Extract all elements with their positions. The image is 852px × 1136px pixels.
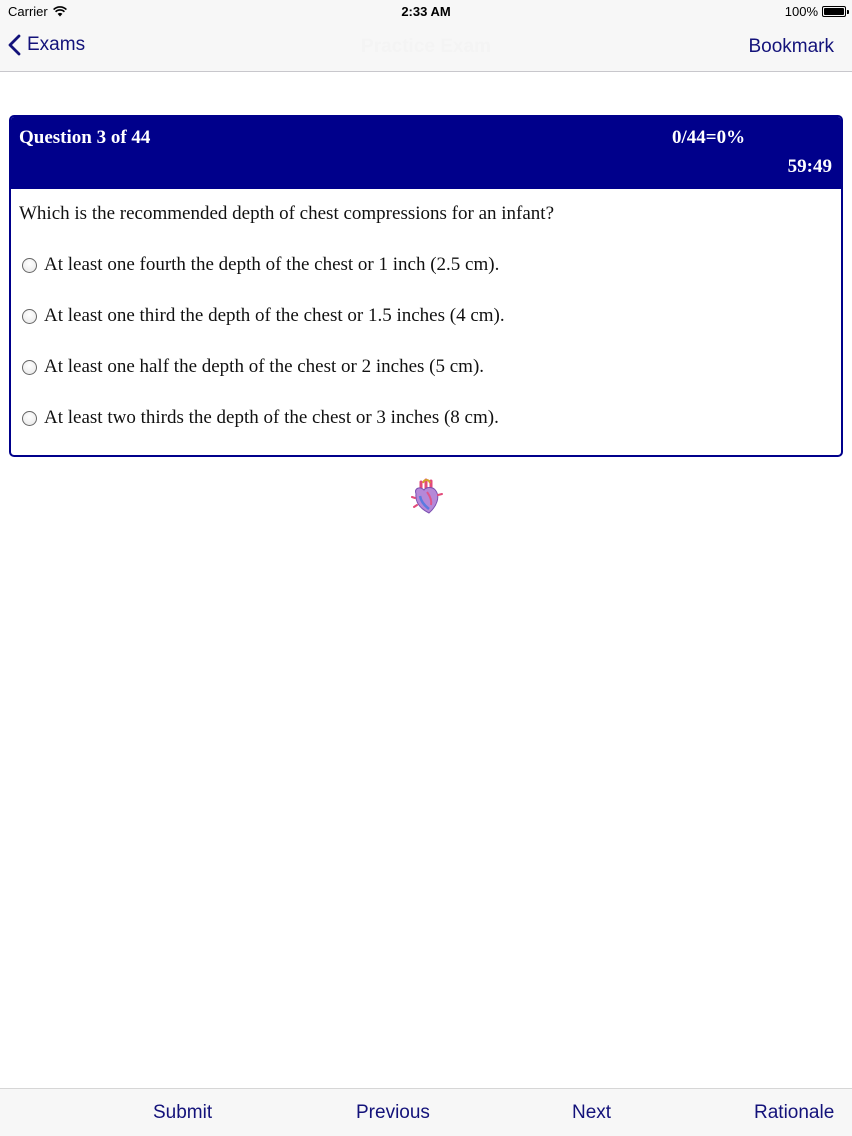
score-label: 0/44=0%: [672, 127, 746, 148]
question-counter: Question 3 of 44: [19, 127, 151, 148]
battery-icon: [822, 6, 846, 17]
question-header: [11, 117, 841, 189]
answer-option-3[interactable]: [22, 356, 484, 378]
status-time: 2:33 AM: [401, 4, 451, 19]
next-button[interactable]: Next: [572, 1102, 612, 1123]
question-card: [9, 115, 843, 457]
answer-option-4[interactable]: [22, 407, 499, 429]
question-text: Which is the recommended depth of chest compressions for an infant?: [19, 203, 554, 224]
nav-bar: [0, 24, 852, 72]
submit-button[interactable]: Submit: [153, 1102, 213, 1123]
radio-button[interactable]: [22, 411, 37, 426]
status-right: [785, 4, 846, 19]
carrier-label: Carrier: [8, 4, 48, 19]
answer-option-label: At least one third the depth of the chest or 1.5 inches (4 cm).: [44, 305, 505, 326]
bookmark-button[interactable]: Bookmark: [748, 36, 834, 57]
status-bar: [0, 0, 852, 24]
battery-percent: 100%: [784, 4, 818, 19]
answer-option-1[interactable]: [22, 254, 499, 276]
heart-icon: [411, 478, 443, 516]
rationale-button[interactable]: Rationale: [754, 1102, 835, 1123]
back-label: Exams: [27, 34, 86, 55]
radio-button[interactable]: [22, 309, 37, 324]
bottom-toolbar: [0, 1088, 852, 1136]
nav-title: Practice Exam: [361, 36, 491, 57]
answer-option-label: At least one fourth the depth of the chest or 1 inch (2.5 cm).: [44, 254, 500, 275]
radio-button[interactable]: [22, 360, 37, 375]
timer-label: 59:49: [787, 156, 832, 177]
answer-option-2[interactable]: [22, 305, 505, 327]
answer-option-label: At least one half the depth of the chest or 2 inches (5 cm).: [44, 356, 485, 377]
answer-option-label: At least two thirds the depth of the chest or 3 inches (8 cm).: [44, 407, 499, 428]
radio-button[interactable]: [22, 258, 37, 273]
previous-button[interactable]: Previous: [356, 1102, 430, 1123]
